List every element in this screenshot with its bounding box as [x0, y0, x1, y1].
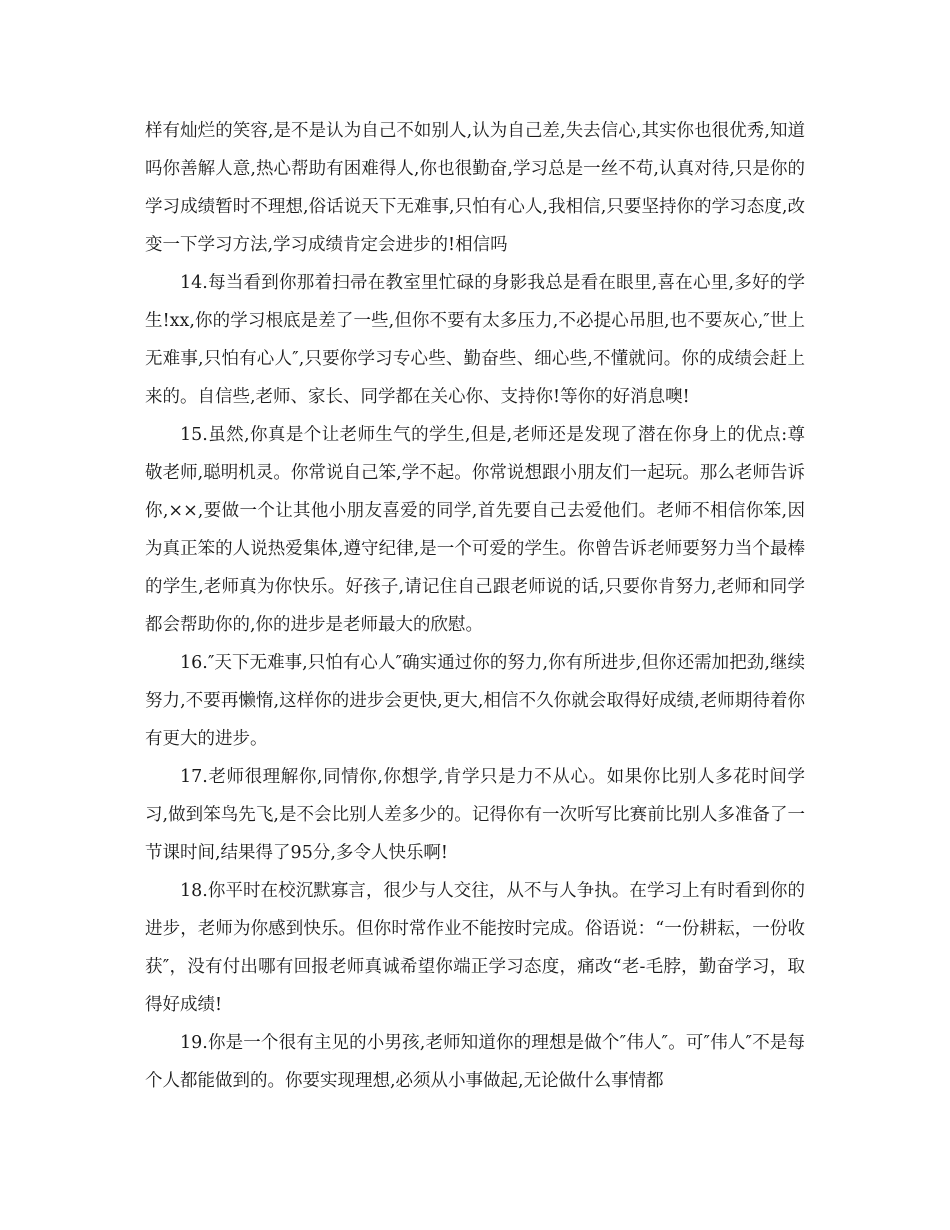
- paragraph-continued: 样有灿烂的笑容,是不是认为自己不如别人,认为自己差,失去信心,其实你也很优秀,知道吗你善解人意,热心帮助有困难得人,你也很勤奋,学习总是一丝不苟,认真对待,只是你的学习成绩暂时不理想,俗话说天下无难事,只怕有心人,我相信,只要坚持你的学习态度,改变一下学习方法,学习成绩肯定会进步的!相信吗: [145, 121, 805, 255]
- paragraph-17: 17.老师很理解你,同情你,你想学,肯学只是力不从心。如果你比别人多花时间学习,做到笨鸟先飞,是不会比别人差多少的。记得你有一次听写比赛前比别人多准备了一节课时间,结果得了95分,多令人快乐啊!: [145, 767, 805, 863]
- paragraph-18: 18.你平时在校沉默寡言，很少与人交往，从不与人争执。在学习上有时看到你的进步，老师为你感到快乐。但你时常作业不能按时完成。俗语说：“一份耕耘，一份收获″，没有付出哪有回报老师真诚希望你端正学习态度，痛改“老-毛脖，勤奋学习，取得好成绩!: [145, 881, 805, 1015]
- paragraph-14: 14.每当看到你那着扫帚在教室里忙碌的身影我总是看在眼里,喜在心里,多好的学生!xx,你的学习根底是差了一些,但你不要有太多压力,不必提心吊胆,也不要灰心,″世上无难事,只怕有心人″,只要你学习专心些、勤奋些、细心些,不懂就问。你的成绩会赶上来的。自信些,老师、家长、同学都在关心你、支持你!等你的好消息噢!: [145, 273, 805, 407]
- paragraph-19: 19.你是一个很有主见的小男孩,老师知道你的理想是做个″伟人″。可″伟人″不是每个人都能做到的。你要实现理想,必须从小事做起,无论做什么事情都: [145, 1033, 805, 1091]
- document-body: [145, 112, 805, 1100]
- paragraph-16: 16.″天下无难事,只怕有心人″确实通过你的努力,你有所进步,但你还需加把劲,继续努力,不要再懒惰,这样你的进步会更快,更大,相信不久你就会取得好成绩,老师期待着你有更大的进步。: [145, 653, 805, 749]
- paragraph-15: 15.虽然,你真是个让老师生气的学生,但是,老师还是发现了潜在你身上的优点:尊敬老师,聪明机灵。你常说自己笨,学不起。你常说想跟小朋友们一起玩。那么老师告诉你,××,要做一个让其他小朋友喜爱的同学,首先要自己去爱他们。老师不相信你笨,因为真正笨的人说热爱集体,遵守纪律,是一个可爱的学生。你曾告诉老师要努力当个最棒的学生,老师真为你快乐。好孩子,请记住自己跟老师说的话,只要你肯努力,老师和同学都会帮助你的,你的进步是老师最大的欣慰。: [145, 425, 805, 635]
